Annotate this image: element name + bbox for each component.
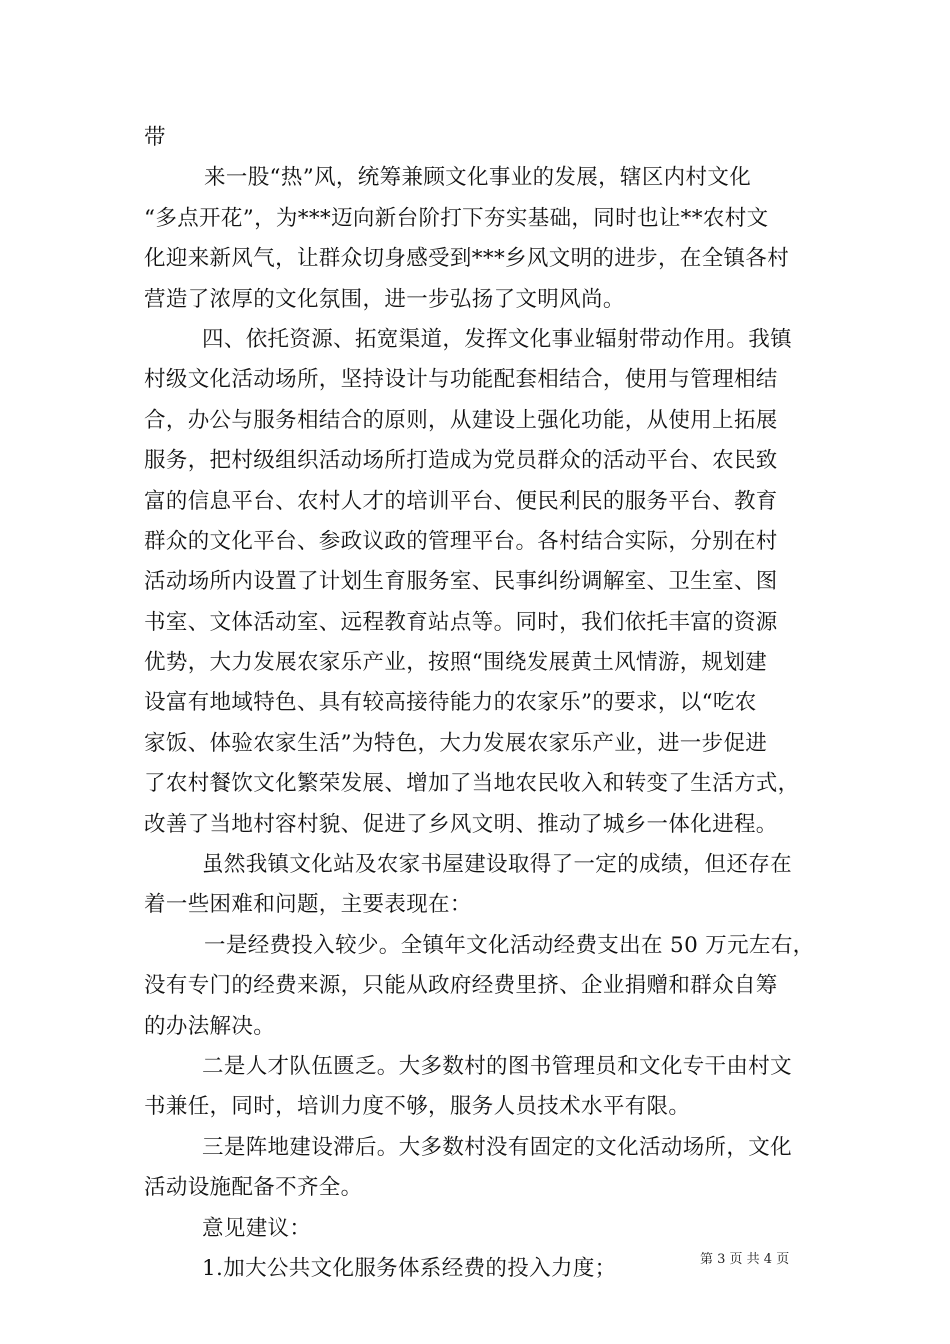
document-body	[144, 118, 824, 1289]
text-line: 活动场所内设置了计划生育服务室、民事纠纷调解室、卫生室、图	[144, 569, 778, 595]
text-line: 富的信息平台、农村人才的培训平台、便民利民的服务平台、教育	[144, 488, 778, 514]
text-line: 一是经费投入较少。全镇年文化活动经费支出在 50 万元左右，	[204, 932, 815, 958]
text-line: 带	[144, 125, 166, 150]
text-line: 意见建议：	[202, 1215, 312, 1241]
text-line: 书兼任，同时，培训力度不够，服务人员技术水平有限。	[144, 1094, 691, 1120]
text-line: 设富有地域特色、具有较高接待能力的农家乐”的要求，以“吃农	[144, 690, 757, 716]
text-line: 优势，大力发展农家乐产业，按照“围绕发展黄土风情游，规划建	[144, 650, 768, 676]
page-number-footer: 第 3 页 共 4 页	[700, 1252, 790, 1267]
text-line: 四、依托资源、拓宽渠道，发挥文化事业辐射带动作用。我镇	[202, 326, 792, 352]
text-line: 改善了当地村容村貌、促进了乡风文明、推动了城乡一体化进程。	[144, 811, 778, 837]
text-line: 三是阵地建设滞后。大多数村没有固定的文化活动场所，文化	[202, 1134, 792, 1160]
text-line: 活动设施配备不齐全。	[144, 1175, 363, 1201]
text-line: “多点开花”，为***迈向新台阶打下夯实基础，同时也让**农村文	[144, 205, 769, 231]
text-line: 二是人才队伍匮乏。大多数村的图书管理员和文化专干由村文	[202, 1053, 792, 1079]
text-line: 合，办公与服务相结合的原则，从建设上强化功能，从使用上拓展	[144, 407, 778, 433]
text-line: 书室、文体活动室、远程教育站点等。同时，我们依托丰富的资源	[144, 609, 778, 635]
text-line: 1.加大公共文化服务体系经费的投入力度；	[202, 1255, 617, 1281]
text-line: 没有专门的经费来源，只能从政府经费里挤、企业捐赠和群众自筹	[144, 973, 778, 999]
text-line: 服务，把村级组织活动场所打造成为党员群众的活动平台、农民致	[144, 448, 778, 474]
text-line: 家饭、体验农家生活”为特色，大力发展农家乐产业，进一步促进	[144, 730, 768, 756]
text-line: 化迎来新风气，让群众切身感受到***乡风文明的进步，在全镇各村	[144, 246, 790, 272]
text-line: 了农村餐饮文化繁荣发展、增加了当地农民收入和转变了生活方式，	[144, 771, 800, 797]
text-line: 村级文化活动场所，坚持设计与功能配套相结合，使用与管理相结	[144, 367, 778, 393]
text-line: 虽然我镇文化站及农家书屋建设取得了一定的成绩，但还存在	[202, 852, 792, 878]
text-line: 群众的文化平台、参政议政的管理平台。各村结合实际，分别在村	[144, 528, 778, 554]
text-line: 来一股“热”风，统筹兼顾文化事业的发展，辖区内村文化	[204, 165, 752, 191]
text-line: 着一些困难和问题，主要表现在：	[144, 892, 472, 918]
text-line: 的办法解决。	[144, 1013, 276, 1039]
text-line: 营造了浓厚的文化氛围，进一步弘扬了文明风尚。	[144, 286, 625, 312]
